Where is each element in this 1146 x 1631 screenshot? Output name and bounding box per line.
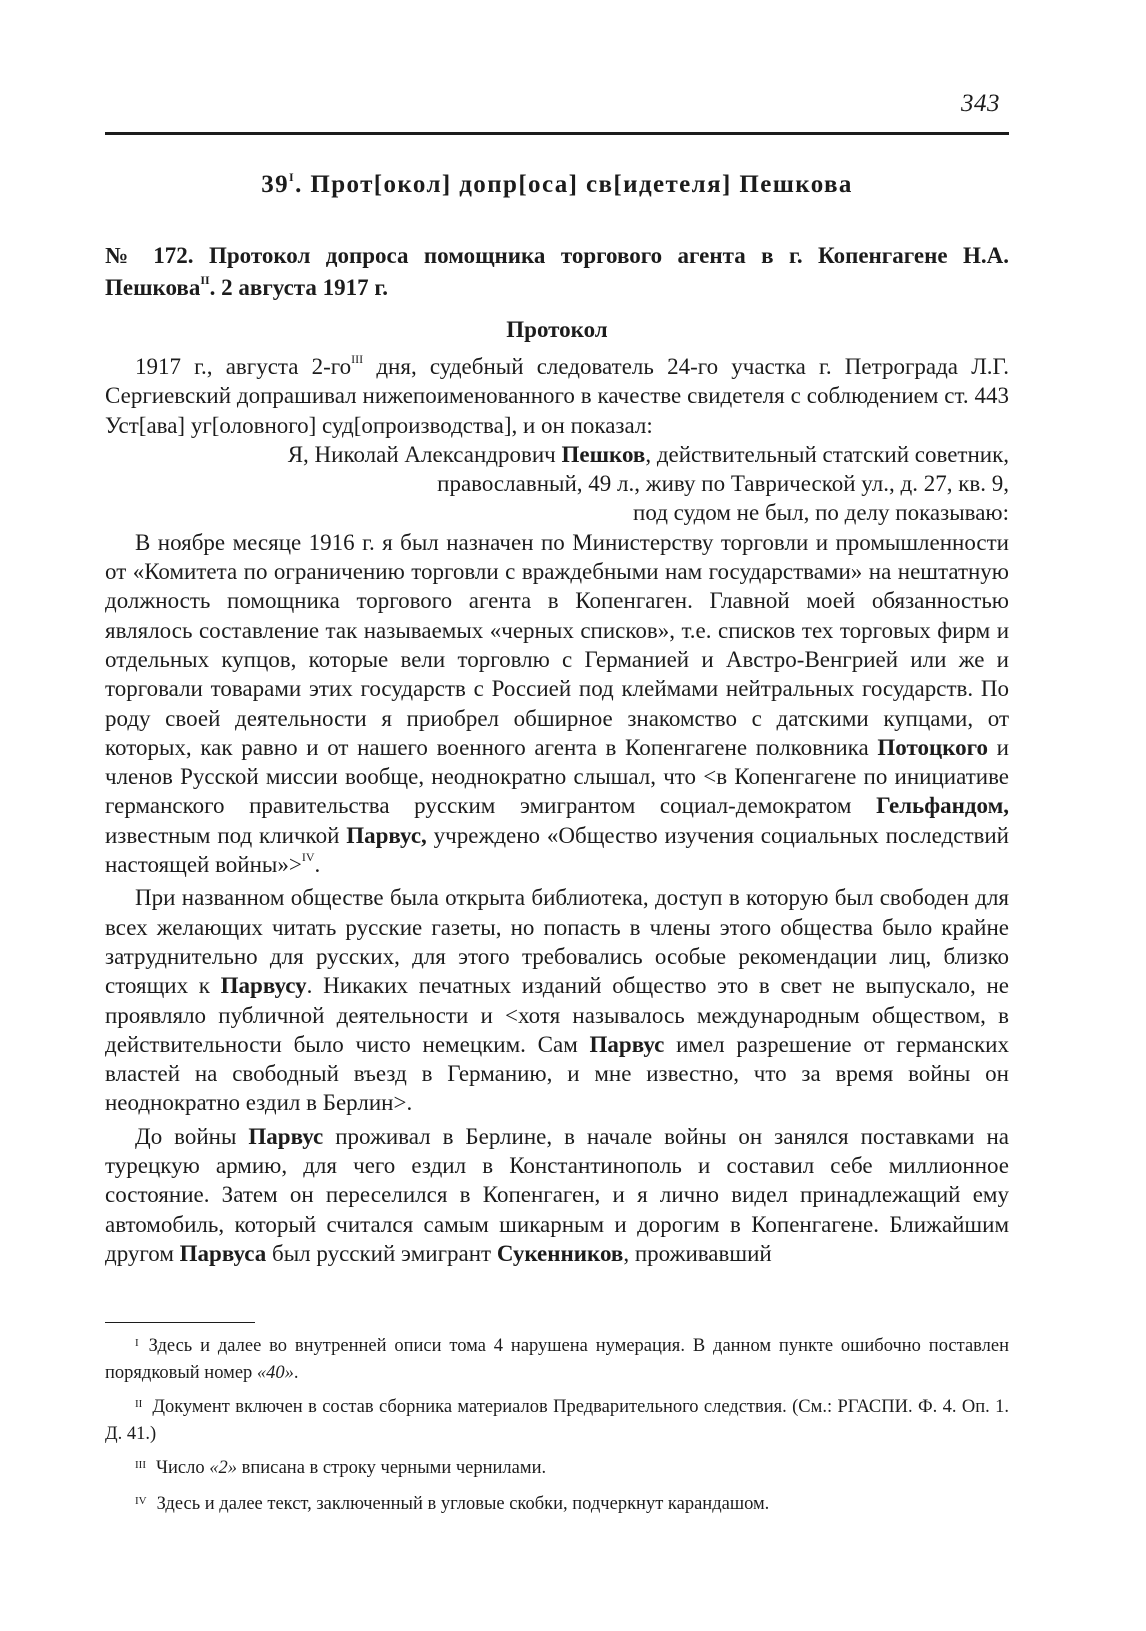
declaration-text-a: Я, Николай Александрович	[287, 441, 562, 467]
footnote-1	[105, 1334, 1009, 1386]
document-heading	[105, 240, 1009, 304]
footnote-marker: IV	[135, 1495, 147, 1507]
intro-text-b: дня, судебный следователь 24-го участка г. Петрограда Л.Г. Сергиевский допрашивал нижепоименованного в качестве свидетеля с соблюдением ст. 443 Уст[ава] уг[оловного] суд[опроизводства], и он показал:	[105, 354, 1009, 438]
footnote-3	[105, 1456, 1009, 1483]
name-parvus: Парвус,	[346, 822, 427, 848]
name-gelfand: Гельфандом,	[876, 793, 1009, 819]
document-subtitle: Протокол	[506, 317, 608, 342]
testimony-1-text-d: учреждено «Общество изучения социальных последствий настоящей войны»>	[105, 822, 1009, 878]
footnote-marker: II	[135, 1398, 143, 1410]
footnote-text-tail: .	[293, 1363, 299, 1383]
section-title	[105, 168, 1009, 202]
footnotes	[105, 1334, 1009, 1528]
testimony-1-footnote-ref: IV	[301, 850, 315, 865]
declaration-line-1	[105, 440, 1009, 469]
footnote-text-tail: вписана в строку черными чернилами.	[237, 1458, 547, 1478]
footnote-2	[105, 1395, 1009, 1447]
declaration-line-3: под судом не был, по делу показываю:	[633, 500, 1009, 526]
page-number: 343	[961, 90, 1000, 117]
declaration-line-2: православный, 49 л., живу по Таврической ул., д. 27, кв. 9,	[437, 471, 1009, 497]
main-content	[105, 168, 1009, 1272]
footnote-emphasis: «40»	[256, 1363, 294, 1383]
name-parvusa: Парвуса	[179, 1240, 267, 1266]
footnote-text: Здесь и далее текст, заключенный в угловые скобки, подчеркнут карандашом.	[156, 1494, 770, 1514]
name-parvus: Парвус	[589, 1031, 665, 1057]
testimony-3-text-a: До войны	[135, 1123, 249, 1149]
footnote-rule	[105, 1322, 255, 1323]
footnote-text: Число	[156, 1458, 210, 1478]
footnote-4	[105, 1492, 1009, 1519]
name-parvusu: Парвусу	[220, 973, 307, 999]
document-heading-footnote-ref: II	[200, 273, 210, 288]
paragraph-testimony-3	[105, 1122, 1009, 1268]
testimony-3-text-d: , проживавший	[623, 1240, 772, 1266]
paragraph-intro	[105, 352, 1009, 440]
footnote-text: Документ включен в состав сборника материалов Предварительного следствия. (См.: РГАСПИ. Ф. 4. Оп. 1. Д. 41.)	[105, 1397, 1009, 1444]
paragraph-testimony-1	[105, 528, 1009, 880]
footnote-text: Здесь и далее во внутренней описи тома 4 нарушена нумерация. В данном пункте ошибочно поставлен порядковый номер	[105, 1336, 1009, 1383]
testimony-3-text-b: проживал в Берлине, в начале войны он занялся поставками на турецкую армию, для чего ездил в Константинополь и составил себе миллионное состояние. Затем он переселился в Копенгаген, и я лично видел принадлежащий ему автомобиль, который считался самым шикарным и дорогим в Копенгагене. Ближайшим другом	[105, 1123, 1009, 1266]
testimony-1-text-e: .	[314, 852, 321, 878]
declaration-text-b: , действительный статский советник,	[645, 441, 1009, 467]
paragraph-testimony-2	[105, 883, 1009, 1117]
testimony-2-text-c: имел разрешение от германских властей на свободный въезд в Германию, и мне известно, что за время войны он неоднократно ездил в Берлин>.	[105, 1031, 1009, 1116]
document-heading-date: . 2 августа 1917 г.	[209, 275, 388, 300]
intro-footnote-ref: III	[351, 352, 364, 367]
witness-declaration	[105, 440, 1009, 528]
footnote-marker: I	[135, 1337, 139, 1349]
testimony-1-text-c: известным под кличкой	[105, 822, 347, 848]
footnote-marker: III	[135, 1459, 146, 1471]
section-number: 39	[261, 171, 290, 198]
document-heading-text: № 172. Протокол допроса помощника торгового агента в г. Копенгагене Н.А. Пешкова	[105, 243, 1009, 300]
name-parvus: Парвус	[248, 1123, 324, 1149]
section-footnote-ref: I	[289, 169, 296, 184]
declaration-name: Пешков	[561, 441, 646, 467]
header-rule	[105, 132, 1009, 135]
testimony-1-text-a: В ноябре месяце 1916 г. я был назначен по Министерству торговли и промышленности от «Комитета по ограничению торговли с враждебными нам государствами» на нештатную должность помощника торгового агента в Копенгаген. Главной моей обязанностью являлось составление так называемых «черных списков», т.е. списков тех торговых фирм и отдельных купцов, которые вели торговлю с Германией и Австро-Венгрией или же и торговали товарами этих государств с Россией под клеймами нейтральных государств. По роду своей деятельности я приобрел обширное знакомство с датскими купцами, от которых, как равно и от нашего военного агента в Копенгагене полковника	[105, 529, 1009, 760]
testimony-3-text-c: был русский эмигрант	[266, 1240, 497, 1266]
footnote-emphasis: «2»	[209, 1458, 237, 1478]
testimony-2-text-a: При названном обществе была открыта библиотека, доступ в которую был свободен для всех желающих читать русские газеты, но попасть в члены этого общества было крайне затруднительно для русских, для этого требовались особые рекомендации лиц, близко стоящих к	[105, 885, 1009, 999]
name-pototsky: Потоцкого	[877, 734, 989, 760]
testimony-1-text-b: и членов Русской миссии вообще, неоднократно слышал, что <в Копенгагене по инициативе германского правительства русским эмигрантом социал-демократом	[105, 734, 1009, 819]
name-sukennikov: Сукенников	[496, 1240, 624, 1266]
section-title-text: . Прот[окол] допр[оса] св[идетеля] Пешкова	[295, 171, 853, 198]
testimony-2-text-b: . Никаких печатных изданий общество это в свет не выпускало, не проявляло публичной деятельности и <хотя называлось международным обществом, в действительности было чисто немецким. Сам	[105, 973, 1009, 1057]
intro-text-a: 1917 г., августа 2-го	[135, 354, 352, 379]
